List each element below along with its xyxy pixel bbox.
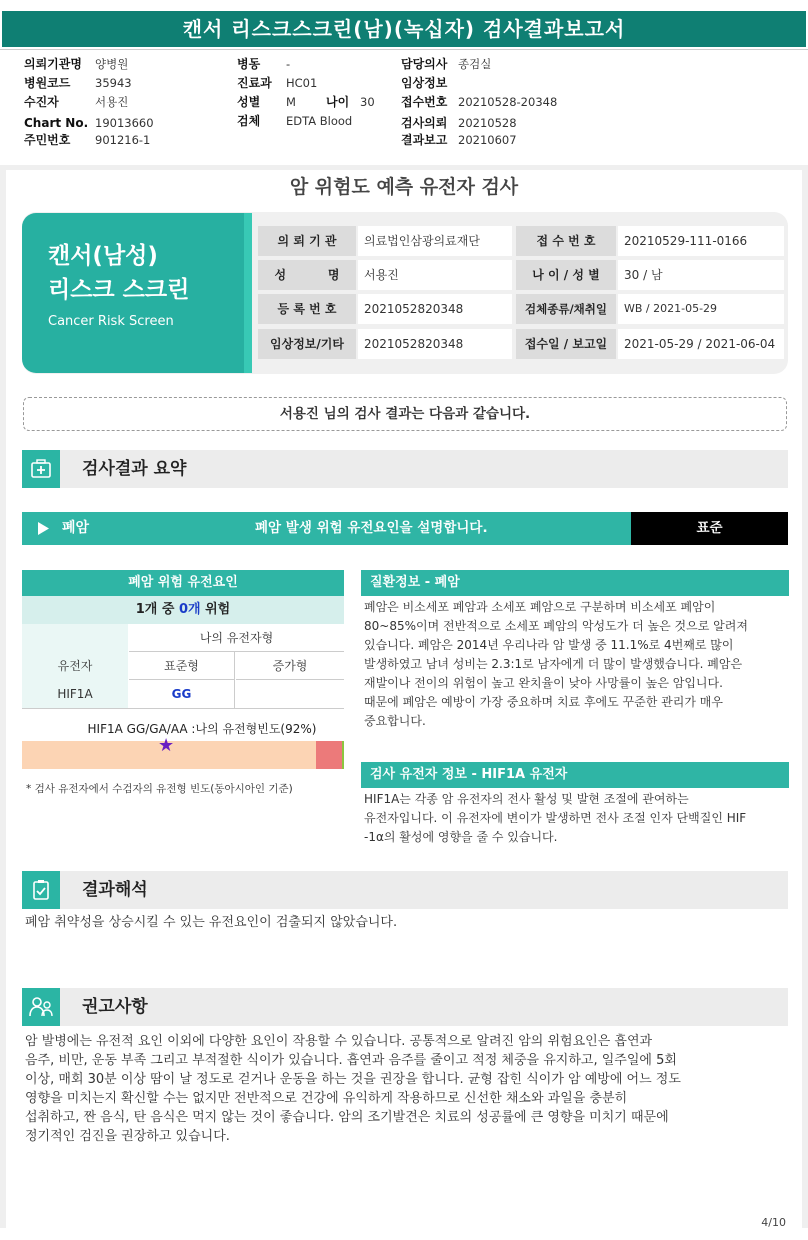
reg-value: 2021052820348 — [358, 294, 512, 324]
disease-line: 80~85%이며 전반적으로 소세포 폐암의 악성도가 더 높은 것으로 알려져 — [364, 619, 748, 633]
disease-info-text — [364, 598, 748, 731]
name-value: 서용진 — [358, 260, 512, 290]
chart-label: Chart No. — [24, 116, 89, 130]
increased-genotype-cell — [236, 680, 344, 708]
greeting-box: 서용진 님의 검사 결과는 다음과 같습니다. — [23, 397, 787, 431]
standard-genotype-cell: GG — [129, 680, 235, 708]
recommendation-section-header — [22, 988, 788, 1026]
org-label: 의 뢰 기 관 — [258, 226, 356, 256]
dates-label: 접수일 / 보고일 — [516, 329, 616, 359]
recommendation-text — [25, 1032, 681, 1146]
gene-column-header: 유전자 — [22, 652, 128, 680]
dept-value: HC01 — [286, 76, 318, 90]
request-value: 20210528 — [458, 116, 517, 130]
page-title: 암 위험도 예측 유전자 검사 — [289, 176, 519, 198]
hospcode-label: 병원코드 — [24, 76, 71, 90]
patient-value: 서용진 — [95, 95, 129, 109]
clin-label: 임상정보/기타 — [258, 329, 356, 359]
gene-table-bottom-rule — [22, 708, 344, 709]
sex-label: 성별 — [237, 95, 261, 109]
frequency-bar-end-marker — [342, 741, 344, 769]
request-label: 검사의뢰 — [401, 116, 448, 130]
ward-value: - — [286, 57, 291, 71]
disease-line: 폐암은 비소세포 폐암과 소세포 폐암으로 구분하며 비소세포 폐암이 — [364, 600, 716, 614]
spec-value: WB / 2021-05-29 — [618, 294, 784, 324]
disease-line: 발생하였고 남녀 성비는 2.3:1로 남자에게 더 많이 발생했습니다. 폐암은 — [364, 657, 743, 671]
ward-label: 병동 — [237, 57, 261, 71]
gene-info-line: HIF1A는 각종 암 유전자의 전사 활성 및 발현 조절에 관여하는 — [364, 792, 689, 806]
recommendation-line: 음주, 비만, 운동 부족 그리고 부적절한 식이가 있습니다. 흡연과 음주를 줄이고 적정 체중을 유지하고, 일주일에 5회 — [25, 1053, 677, 1068]
sex-value: M — [286, 95, 296, 109]
interpretation-section-title: 결과해석 — [82, 880, 148, 900]
page-number: 4/10 — [761, 1216, 786, 1229]
summary-section-title: 검사결과 요약 — [82, 459, 187, 479]
banner-subtitle: Cancer Risk Screen — [48, 314, 174, 329]
rrn-label: 주민번호 — [24, 133, 71, 147]
gene-info-text — [364, 790, 746, 847]
recommendation-line: 영향을 미치는지 확신할 수는 없지만 전반적으로 건강에 유익하게 작용하므로 신선한 채소와 과일을 충분히 — [25, 1091, 628, 1106]
disease-line: 있습니다. 폐암은 2014년 우리나라 암 발생 중 11.1%로 4번째로 많이 — [364, 638, 734, 652]
gene-table-blank — [22, 624, 128, 652]
accession-value: 20210528-20348 — [458, 95, 558, 109]
recommendation-line: 이상, 매회 30분 이상 땀이 날 정도로 걷거나 운동을 하는 것을 권장을 합니다. 균형 잡힌 식이가 암 예방에 어느 정도 — [25, 1072, 681, 1087]
age-value: 30 — [360, 95, 375, 109]
agesex-label: 나 이 / 성 별 — [516, 260, 616, 290]
acc-label: 접 수 번 호 — [516, 226, 616, 256]
recommendation-section-title: 권고사항 — [82, 997, 148, 1017]
gene-info-line: 유전자입니다. 이 유전자에 변이가 발생하면 전사 조절 인자 단백질인 HIF — [364, 811, 747, 825]
gene-name-cell: HIF1A — [22, 680, 128, 708]
report-title: 캔서 리스크스크린(남)(녹십자) 검사결과보고서 — [2, 11, 806, 47]
hospital-value: 양병원 — [95, 57, 129, 71]
dept-label: 진료과 — [237, 76, 272, 90]
my-genotype-header: 나의 유전자형 — [129, 624, 344, 652]
risk-count-post: 위험 — [200, 602, 231, 617]
clipboard-check-icon — [22, 871, 60, 909]
recommendation-line: 정기적인 검진을 권장하고 있습니다. — [25, 1129, 230, 1144]
chart-value: 19013660 — [95, 116, 154, 130]
cancer-description: 폐암 발생 위험 유전요인을 설명합니다. — [255, 520, 488, 536]
rrn-value: 901216-1 — [95, 133, 151, 147]
spec-label: 검체종류/채취일 — [516, 294, 616, 324]
recommendation-line: 암 발병에는 유전적 요인 이외에 다양한 요인이 작용할 수 있습니다. 공통적으로 알려진 암의 위험요인은 흡연과 — [25, 1034, 653, 1049]
genotype-frequency-bar — [22, 741, 344, 769]
specimen-value: EDTA Blood — [286, 114, 353, 128]
dates-value: 2021-05-29 / 2021-06-04 — [618, 329, 784, 359]
frequency-bar-risk-segment — [316, 741, 342, 769]
risk-count-pre: 1개 중 — [135, 602, 179, 617]
clin-value: 2021052820348 — [358, 329, 512, 359]
gene-info-line: -1α의 활성에 영향을 줄 수 있습니다. — [364, 830, 558, 844]
play-triangle-icon — [36, 521, 50, 536]
banner-edge — [244, 213, 252, 373]
summary-section-header — [22, 450, 788, 488]
acc-value: 20210529-111-0166 — [618, 226, 784, 256]
hospcode-value: 35943 — [95, 76, 132, 90]
interpretation-section-header — [22, 871, 788, 909]
agesex-value: 30 / 남 — [618, 260, 784, 290]
banner-title-line1: 캔서(남성) — [48, 243, 158, 269]
hospital-label: 의뢰기관명 — [24, 57, 82, 71]
standard-column-header: 표준형 — [129, 652, 235, 680]
specimen-label: 검체 — [237, 114, 261, 128]
increased-column-header: 증가형 — [236, 652, 344, 680]
gene-info-title: 검사 유전자 정보 - HIF1A 유전자 — [361, 762, 789, 788]
doctor-patient-icon — [22, 988, 60, 1026]
doctor-label: 담당의사 — [401, 57, 448, 71]
clinical-label: 임상정보 — [401, 76, 448, 90]
gene-table-title: 폐암 위험 유전요인 — [22, 570, 344, 596]
doctor-value: 종검실 — [458, 57, 492, 71]
disease-line: 때문에 폐암은 예방이 가장 중요하며 치료 후에도 꾸준한 관리가 매우 — [364, 695, 723, 709]
disease-line: 중요합니다. — [364, 714, 426, 728]
report-date-label: 결과보고 — [401, 133, 448, 147]
banner-title-line2: 리스크 스크린 — [48, 277, 190, 303]
interpretation-text: 폐암 취약성을 상승시킬 수 있는 유전요인이 검출되지 않았습니다. — [25, 915, 398, 930]
medical-kit-icon — [22, 450, 60, 488]
risk-count-number: 0개 — [178, 602, 201, 617]
risk-status-badge: 표준 — [631, 512, 788, 545]
name-label: 성 명 — [258, 260, 356, 290]
age-label: 나이 — [326, 95, 350, 109]
accession-label: 접수번호 — [401, 95, 448, 109]
risk-count — [22, 596, 344, 624]
patient-label: 수진자 — [24, 95, 59, 109]
cancer-name: 폐암 — [62, 520, 90, 536]
reg-label: 등 록 번 호 — [258, 294, 356, 324]
disease-info-title: 질환정보 - 폐암 — [361, 570, 789, 596]
genotype-frequency-label: HIF1A GG/GA/AA :나의 유전형빈도(92%) — [87, 722, 317, 736]
report-date-value: 20210607 — [458, 133, 517, 147]
disease-line: 재발이나 전이의 위험이 높고 완치율이 낮아 사망률이 높은 암입니다. — [364, 676, 723, 690]
recommendation-line: 섭취하고, 짠 음식, 탄 음식은 먹지 않는 것이 좋습니다. 암의 조기발견은 치료의 성공률에 큰 영향을 미치기 때문에 — [25, 1110, 669, 1125]
org-value: 의료법인삼광의료재단 — [358, 226, 512, 256]
frequency-footnote: * 검사 유전자에서 수검자의 유전형 빈도(동아시아인 기준) — [26, 783, 293, 795]
star-icon: ★ — [158, 735, 175, 756]
